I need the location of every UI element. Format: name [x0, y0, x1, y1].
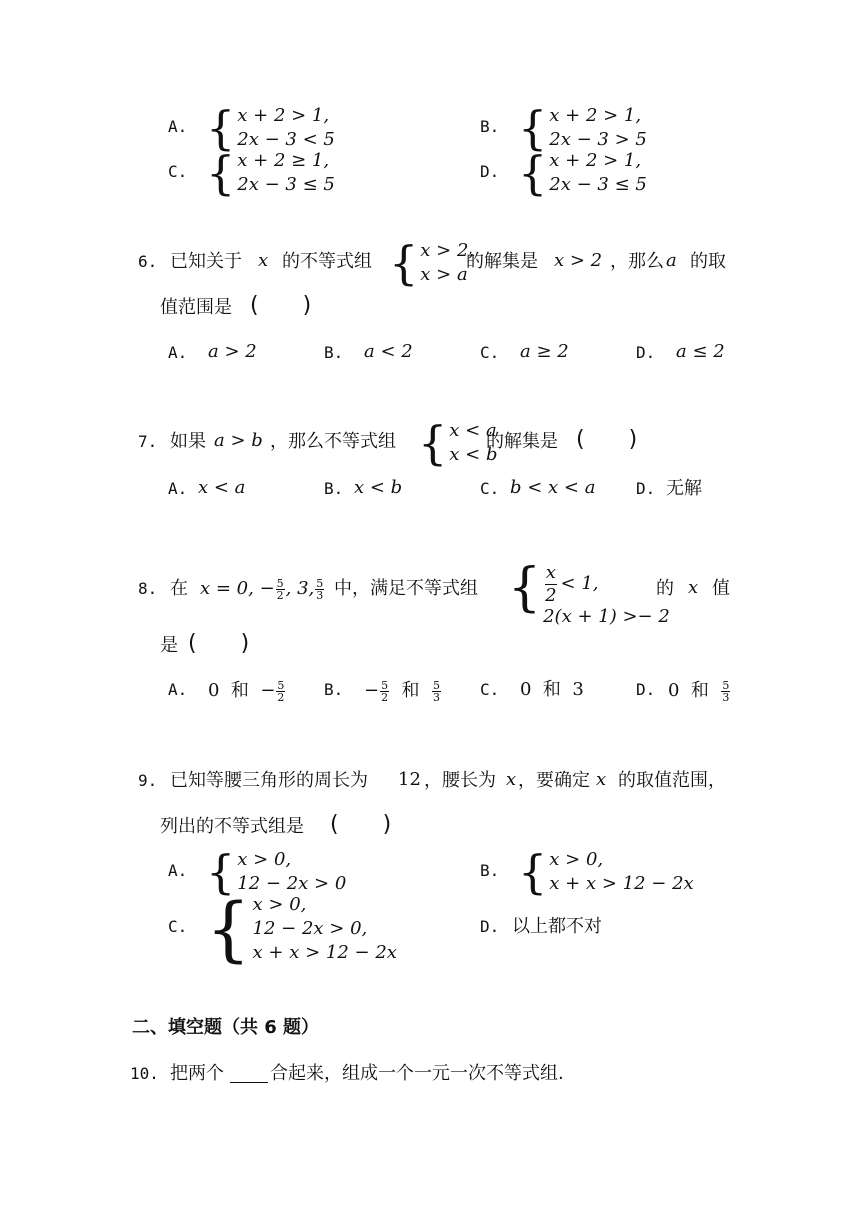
answer-blank[interactable]: [230, 1066, 268, 1083]
system-line: x > 0,: [549, 849, 604, 870]
system-line: 2x − 3 ≤ 5: [549, 174, 647, 196]
system-line: x < b: [449, 444, 498, 466]
question-text: 值: [712, 578, 730, 599]
question-number: 10.: [130, 1064, 159, 1083]
option-label: C.: [480, 479, 500, 498]
section-heading: 二、填空题（共 6 题）: [132, 1017, 320, 1038]
question-text: 合起来，组成一个一元一次不等式组.: [270, 1063, 564, 1084]
inequality-system: [518, 845, 694, 899]
question-number: 9.: [138, 771, 158, 790]
option-text: 0 和 $\frac{5}{3}$: [668, 678, 730, 704]
system-line: 2(x + 1) >− 2: [543, 606, 670, 628]
question-number: 7.: [138, 432, 158, 451]
option-label: B.: [324, 343, 344, 362]
question-text: 列出的不等式组是: [160, 816, 304, 837]
option-text: − $\frac{5}{2}$ 和 $\frac{5}{3}$: [364, 678, 440, 704]
math-var: x: [688, 577, 699, 598]
system-line: 2x − 3 < 5: [237, 129, 335, 151]
option-label: B.: [324, 680, 344, 699]
question-text: 的取: [690, 251, 726, 272]
option-text: x < b: [354, 477, 403, 498]
question-text: ，那么: [610, 251, 664, 272]
question-text: 已知等腰三角形的周长为: [170, 770, 368, 791]
answer-parentheses: ( ): [576, 427, 638, 452]
brace-icon: {: [389, 236, 419, 290]
option-label: A.: [168, 479, 188, 498]
option-text: b < x < a: [510, 477, 596, 498]
answer-parentheses: ( ): [188, 631, 250, 656]
fraction: $\frac{5}{3}$: [316, 576, 324, 602]
option-label: C.: [168, 162, 188, 181]
inequality-system: [518, 146, 647, 200]
option-text: a ≥ 2: [520, 341, 569, 362]
system-line: 2x − 3 ≤ 5: [237, 174, 335, 196]
brace-icon: {: [518, 845, 548, 899]
system-line: x + 2 ≥ 1,: [237, 150, 330, 171]
question-text: ，腰长为: [424, 770, 496, 791]
question-text: 的: [656, 578, 674, 599]
answer-parentheses: ( ): [330, 812, 392, 837]
math-expr: x = 0, − $\frac{5}{2}$ , 3, $\frac{5}{3}$: [200, 576, 324, 602]
option-label: A.: [168, 680, 188, 699]
math-var: a: [666, 250, 677, 271]
option-text: 无解: [666, 478, 702, 499]
option-label: C.: [480, 680, 500, 699]
brace-icon: {: [206, 845, 236, 899]
system-line: x > 0,: [252, 894, 307, 915]
option-text: a > 2: [208, 341, 257, 362]
system-line: $\frac{x}{2}$ < 1,: [545, 562, 599, 606]
option-text: a ≤ 2: [676, 341, 725, 362]
system-line: x + x > 12 − 2x: [252, 942, 397, 964]
option-label: A.: [168, 861, 188, 880]
option-text: a < 2: [364, 341, 413, 362]
math-expr: a > b: [214, 430, 263, 451]
inequality-system: [206, 146, 335, 200]
question-text: ，那么不等式组: [270, 431, 396, 452]
question-text: 的解集是: [486, 431, 558, 452]
option-label: C.: [168, 917, 188, 936]
option-label: A.: [168, 117, 188, 136]
question-text: 把两个: [170, 1063, 224, 1084]
brace-icon: {: [518, 146, 548, 200]
inequality-system: [508, 558, 670, 628]
option-label: D.: [636, 479, 656, 498]
option-text: x < a: [198, 477, 246, 498]
math-var: x: [596, 769, 607, 790]
option-label: B.: [324, 479, 344, 498]
math-var: x: [258, 250, 269, 271]
question-text: 值范围是: [160, 297, 232, 318]
brace-icon: {: [418, 416, 448, 470]
question-text: 已知关于: [170, 251, 242, 272]
math-expr: x > 2: [554, 250, 603, 271]
option-label: C.: [480, 343, 500, 362]
answer-parentheses: ( ): [250, 293, 312, 318]
brace-icon: {: [206, 146, 236, 200]
question-text: 中，满足不等式组: [334, 578, 478, 599]
system-line: 12 − 2x > 0,: [252, 918, 368, 940]
option-label: D.: [636, 680, 656, 699]
system-line: x + 2 > 1,: [237, 105, 330, 126]
question-text: 如果: [170, 431, 206, 452]
question-text: 在: [170, 578, 188, 599]
math-expr: 12: [398, 769, 421, 790]
system-line: x + x > 12 − 2x: [549, 873, 694, 895]
brace-icon: {: [508, 558, 542, 618]
option-label: B.: [480, 861, 500, 880]
question-text: 的不等式组: [282, 251, 372, 272]
inequality-system: [518, 101, 647, 155]
system-line: x > a: [420, 264, 468, 286]
question-number: 6.: [138, 252, 158, 271]
question-text: 是: [160, 635, 178, 656]
system-line: x + 2 > 1,: [549, 105, 642, 126]
question-text: 的取值范围，: [618, 770, 726, 791]
option-label: D.: [480, 162, 500, 181]
system-line: x + 2 > 1,: [549, 150, 642, 171]
inequality-system: [206, 888, 397, 970]
question-text: 的解集是: [466, 251, 538, 272]
math-var: x: [506, 769, 517, 790]
brace-icon: {: [206, 888, 251, 970]
brace-icon: {: [518, 101, 548, 155]
inequality-system: [206, 101, 335, 155]
option-label: A.: [168, 343, 188, 362]
option-text: 以上都不对: [512, 916, 602, 937]
inequality-system: [389, 236, 475, 290]
system-line: x > 0,: [237, 849, 292, 870]
question-text: ，要确定: [518, 770, 590, 791]
fraction: $\frac{5}{2}$: [276, 576, 284, 602]
option-text: 0 和 3: [520, 679, 584, 700]
option-label: B.: [480, 117, 500, 136]
system-line: x > 2,: [420, 240, 475, 261]
brace-icon: {: [206, 101, 236, 155]
system-line: 12 − 2x > 0: [237, 873, 347, 895]
system-line: x < a: [449, 420, 497, 441]
option-label: D.: [636, 343, 656, 362]
question-number: 8.: [138, 579, 158, 598]
option-text: 0 和 − $\frac{5}{2}$: [208, 678, 285, 704]
system-line: 2x − 3 > 5: [549, 129, 647, 151]
option-label: D.: [480, 917, 500, 936]
